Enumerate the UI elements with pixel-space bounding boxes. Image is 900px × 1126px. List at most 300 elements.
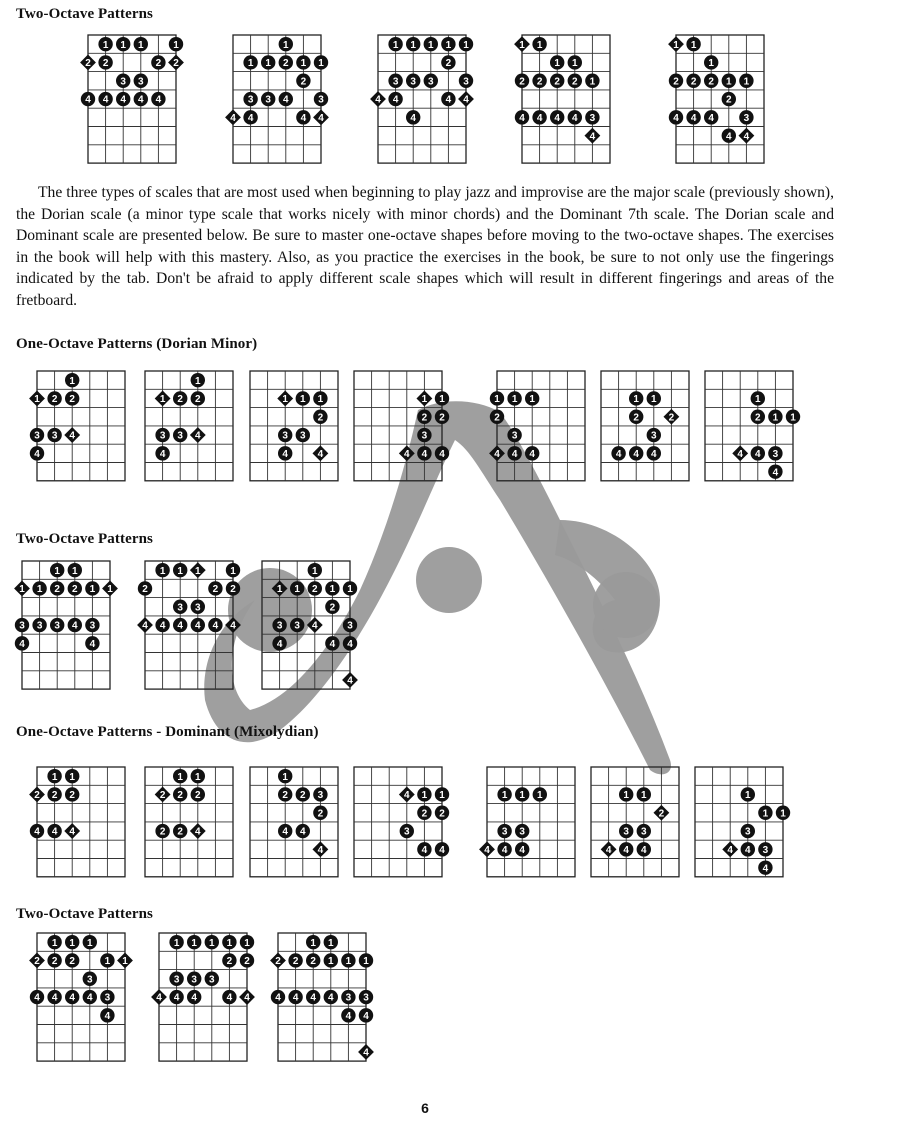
- note-marker: [704, 110, 718, 124]
- note-marker: [85, 636, 99, 650]
- note-marker: [278, 824, 292, 838]
- note-marker: [741, 824, 755, 838]
- note-marker: [343, 581, 357, 595]
- note-marker: [435, 391, 449, 405]
- finger-number: 2: [421, 412, 428, 424]
- note-marker: [739, 74, 753, 88]
- finger-number: 2: [195, 394, 201, 406]
- note-marker: [65, 373, 79, 387]
- finger-number: 3: [743, 112, 750, 124]
- fretboard-diagram: [370, 35, 474, 163]
- finger-number: 4: [177, 620, 183, 632]
- root-note-marker: [239, 989, 255, 1005]
- note-marker: [459, 37, 473, 51]
- finger-number: 4: [589, 131, 596, 143]
- finger-number: 4: [72, 620, 78, 632]
- finger-number: 4: [329, 638, 336, 650]
- note-marker: [669, 110, 683, 124]
- finger-number: 4: [519, 844, 525, 856]
- note-marker: [191, 618, 205, 632]
- root-note-marker: [168, 55, 184, 71]
- fretboard-diagram: [225, 35, 329, 163]
- finger-number: 2: [690, 76, 697, 88]
- finger-number: 1: [34, 394, 40, 406]
- finger-number: 4: [226, 992, 233, 1004]
- note-marker: [490, 410, 504, 424]
- finger-number: 1: [392, 39, 399, 51]
- finger-number: 4: [328, 992, 334, 1004]
- finger-number: 2: [244, 956, 250, 968]
- note-marker: [81, 92, 95, 106]
- note-marker: [308, 581, 322, 595]
- root-note-marker: [479, 841, 495, 857]
- finger-number: 4: [310, 992, 316, 1004]
- finger-number: 4: [282, 448, 288, 460]
- finger-number: 4: [554, 112, 560, 124]
- note-marker: [65, 787, 79, 801]
- fretboard-diagram: [591, 767, 679, 877]
- note-marker: [30, 446, 44, 460]
- note-marker: [290, 618, 304, 632]
- finger-number: 4: [195, 430, 201, 442]
- note-marker: [441, 92, 455, 106]
- note-marker: [271, 990, 285, 1004]
- finger-number: 4: [345, 1010, 352, 1022]
- note-marker: [98, 92, 112, 106]
- root-note-marker: [653, 805, 669, 821]
- fretboard-diagram: [354, 767, 449, 877]
- finger-number: 1: [191, 937, 197, 949]
- finger-number: 1: [89, 584, 96, 596]
- finger-number: 4: [615, 448, 622, 460]
- finger-number: 4: [173, 992, 180, 1004]
- note-marker: [515, 787, 529, 801]
- finger-number: 4: [511, 448, 518, 460]
- fretboard-diagram: [250, 767, 338, 877]
- finger-number: 4: [708, 112, 714, 124]
- finger-number: 3: [762, 844, 769, 856]
- fretboard-diagram: [145, 767, 233, 877]
- root-note-marker: [732, 445, 748, 461]
- note-marker: [417, 446, 431, 460]
- note-marker: [388, 92, 402, 106]
- finger-number: 3: [300, 430, 306, 442]
- finger-number: 4: [605, 844, 612, 856]
- note-marker: [116, 74, 130, 88]
- finger-number: 1: [762, 808, 769, 820]
- finger-number: 1: [195, 565, 201, 577]
- finger-number: 4: [283, 94, 289, 106]
- finger-number: 4: [276, 638, 283, 650]
- finger-number: 2: [212, 584, 219, 596]
- note-marker: [288, 990, 302, 1004]
- note-marker: [400, 824, 414, 838]
- finger-number: 1: [755, 394, 761, 406]
- finger-number: 2: [230, 584, 236, 596]
- note-marker: [629, 391, 643, 405]
- note-marker: [324, 953, 338, 967]
- note-marker: [704, 55, 718, 69]
- heading-dominant-two-octave: Two-Octave Patterns: [16, 906, 153, 922]
- root-note-marker: [601, 841, 617, 857]
- root-note-marker: [151, 989, 167, 1005]
- note-marker: [388, 37, 402, 51]
- note-marker: [243, 110, 257, 124]
- finger-number: 1: [69, 375, 75, 387]
- root-note-marker: [272, 581, 288, 597]
- fretboard-diagram: [668, 35, 764, 163]
- finger-number: 4: [494, 448, 500, 460]
- note-marker: [85, 581, 99, 595]
- finger-number: 2: [292, 956, 299, 968]
- finger-number: 2: [310, 956, 316, 968]
- note-marker: [751, 446, 765, 460]
- finger-number: 2: [69, 956, 75, 968]
- note-marker: [417, 428, 431, 442]
- fretboard-diagram: [601, 371, 689, 481]
- finger-number: 3: [177, 602, 183, 614]
- finger-number: 3: [589, 112, 596, 124]
- note-marker: [306, 990, 320, 1004]
- note-marker: [187, 972, 201, 986]
- note-marker: [68, 581, 82, 595]
- note-marker: [324, 990, 338, 1004]
- fretboard-diagram: [80, 35, 184, 163]
- note-marker: [435, 787, 449, 801]
- note-marker: [169, 972, 183, 986]
- note-marker: [296, 428, 310, 442]
- finger-number: 4: [19, 638, 25, 650]
- note-marker: [50, 581, 64, 595]
- root-note-marker: [312, 445, 328, 461]
- finger-number: 1: [537, 790, 543, 802]
- finger-number: 4: [195, 826, 201, 838]
- finger-number: 4: [89, 638, 96, 650]
- note-marker: [341, 953, 355, 967]
- finger-number: 4: [755, 448, 761, 460]
- finger-number: 1: [69, 771, 75, 783]
- note-marker: [313, 806, 327, 820]
- note-marker: [83, 990, 97, 1004]
- note-marker: [568, 55, 582, 69]
- finger-number: 4: [155, 94, 162, 106]
- root-note-marker: [190, 562, 206, 578]
- root-note-marker: [80, 55, 96, 71]
- finger-number: 1: [529, 394, 535, 406]
- finger-number: 1: [347, 584, 353, 596]
- finger-number: 2: [554, 76, 560, 88]
- finger-number: 4: [195, 620, 201, 632]
- note-marker: [151, 92, 165, 106]
- finger-number: 4: [410, 112, 416, 124]
- root-note-marker: [312, 841, 328, 857]
- finger-number: 4: [501, 844, 508, 856]
- note-marker: [611, 446, 625, 460]
- finger-number: 1: [120, 39, 126, 51]
- finger-number: 3: [519, 826, 525, 838]
- note-marker: [669, 74, 683, 88]
- finger-number: 1: [726, 76, 732, 88]
- note-marker: [134, 37, 148, 51]
- page-number: 6: [421, 1100, 429, 1116]
- note-marker: [343, 618, 357, 632]
- finger-number: 1: [501, 790, 508, 802]
- note-marker: [525, 446, 539, 460]
- note-marker: [313, 391, 327, 405]
- note-marker: [138, 581, 152, 595]
- note-marker: [100, 1008, 114, 1022]
- finger-number: 3: [247, 94, 254, 106]
- note-marker: [47, 990, 61, 1004]
- note-marker: [155, 428, 169, 442]
- note-marker: [15, 618, 29, 632]
- note-marker: [359, 953, 373, 967]
- root-note-marker: [663, 409, 679, 425]
- finger-number: 4: [247, 112, 254, 124]
- note-marker: [406, 37, 420, 51]
- root-note-marker: [137, 617, 153, 633]
- fretboard-diagram: [250, 371, 338, 481]
- note-marker: [306, 953, 320, 967]
- note-marker: [32, 581, 46, 595]
- finger-number: 4: [51, 826, 58, 838]
- note-marker: [155, 446, 169, 460]
- note-marker: [83, 972, 97, 986]
- finger-number: 4: [690, 112, 697, 124]
- finger-number: 3: [641, 826, 647, 838]
- note-marker: [435, 842, 449, 856]
- finger-number: 2: [226, 956, 233, 968]
- finger-number: 1: [300, 58, 307, 70]
- fretboard-diagram: [145, 371, 233, 481]
- note-marker: [134, 74, 148, 88]
- finger-number: 2: [283, 58, 289, 70]
- finger-number: 2: [195, 790, 201, 802]
- finger-number: 1: [511, 394, 518, 406]
- root-note-marker: [738, 128, 754, 144]
- note-marker: [686, 37, 700, 51]
- finger-number: 3: [392, 76, 399, 88]
- root-note-marker: [399, 787, 415, 803]
- finger-number: 3: [19, 620, 25, 632]
- finger-number: 4: [300, 112, 307, 124]
- finger-number: 2: [329, 602, 336, 614]
- root-note-marker: [277, 391, 293, 407]
- finger-number: 4: [529, 448, 535, 460]
- note-marker: [191, 391, 205, 405]
- finger-number: 3: [404, 826, 410, 838]
- finger-number: 1: [104, 956, 111, 968]
- finger-number: 2: [51, 956, 58, 968]
- finger-number: 4: [69, 430, 75, 442]
- finger-number: 4: [159, 620, 166, 632]
- finger-number: 3: [191, 974, 197, 986]
- finger-number: 1: [589, 76, 596, 88]
- finger-number: 1: [651, 394, 657, 406]
- note-marker: [47, 428, 61, 442]
- root-note-marker: [342, 672, 358, 688]
- note-marker: [47, 824, 61, 838]
- note-marker: [208, 581, 222, 595]
- finger-number: 3: [282, 430, 288, 442]
- note-marker: [314, 55, 328, 69]
- note-marker: [359, 1008, 373, 1022]
- finger-number: 1: [51, 937, 58, 949]
- finger-number: 2: [72, 584, 78, 596]
- note-marker: [191, 769, 205, 783]
- finger-number: 1: [494, 394, 500, 406]
- finger-number: 4: [212, 620, 219, 632]
- note-marker: [83, 935, 97, 949]
- finger-number: 3: [363, 992, 369, 1004]
- note-marker: [155, 824, 169, 838]
- finger-number: 3: [54, 620, 60, 632]
- note-marker: [515, 110, 529, 124]
- finger-number: 1: [328, 956, 334, 968]
- finger-number: 1: [122, 956, 128, 968]
- finger-number: 2: [51, 394, 58, 406]
- finger-number: 1: [708, 58, 714, 70]
- finger-number: 3: [772, 448, 779, 460]
- fretboard-diagram: [479, 767, 575, 877]
- root-note-marker: [307, 617, 323, 633]
- note-marker: [313, 410, 327, 424]
- note-marker: [173, 618, 187, 632]
- root-note-marker: [225, 617, 241, 633]
- note-marker: [278, 428, 292, 442]
- finger-number: 1: [244, 937, 250, 949]
- finger-number: 2: [755, 412, 761, 424]
- note-marker: [296, 391, 310, 405]
- finger-number: 3: [623, 826, 629, 838]
- note-marker: [296, 74, 310, 88]
- finger-number: 1: [439, 394, 445, 406]
- root-note-marker: [489, 445, 505, 461]
- note-marker: [550, 110, 564, 124]
- finger-number: 1: [463, 39, 469, 51]
- finger-number: 4: [439, 448, 445, 460]
- note-marker: [278, 446, 292, 460]
- note-marker: [758, 860, 772, 874]
- finger-number: 3: [89, 620, 96, 632]
- finger-number: 1: [318, 58, 324, 70]
- finger-number: 4: [651, 448, 657, 460]
- finger-number: 1: [138, 39, 144, 51]
- note-marker: [243, 92, 257, 106]
- note-marker: [739, 110, 753, 124]
- finger-number: 2: [300, 790, 306, 802]
- note-marker: [65, 391, 79, 405]
- note-marker: [722, 74, 736, 88]
- finger-number: 4: [762, 863, 769, 875]
- finger-number: 4: [404, 448, 410, 460]
- note-marker: [751, 391, 765, 405]
- finger-number: 1: [745, 790, 751, 802]
- finger-number: 1: [226, 937, 233, 949]
- finger-number: 1: [363, 956, 369, 968]
- note-marker: [343, 636, 357, 650]
- finger-number: 2: [34, 790, 40, 802]
- finger-number: 4: [102, 94, 109, 106]
- fretboard-frame: [676, 35, 764, 163]
- finger-number: 4: [159, 448, 166, 460]
- finger-number: 1: [276, 584, 283, 596]
- note-marker: [208, 618, 222, 632]
- note-marker: [532, 74, 546, 88]
- note-marker: [525, 391, 539, 405]
- note-marker: [313, 787, 327, 801]
- finger-number: 1: [519, 790, 525, 802]
- finger-number: 2: [69, 790, 75, 802]
- finger-number: 1: [439, 790, 445, 802]
- finger-number: 2: [177, 826, 183, 838]
- note-marker: [550, 74, 564, 88]
- finger-number: 1: [195, 375, 201, 387]
- note-marker: [187, 990, 201, 1004]
- finger-number: 1: [673, 39, 679, 51]
- finger-number: 4: [244, 992, 250, 1004]
- fretboard-diagram: [262, 561, 358, 689]
- note-marker: [173, 824, 187, 838]
- finger-number: 2: [317, 808, 324, 820]
- finger-number: 1: [572, 58, 578, 70]
- finger-number: 4: [727, 844, 733, 856]
- finger-number: 1: [345, 956, 352, 968]
- note-marker: [296, 110, 310, 124]
- root-note-marker: [155, 391, 171, 407]
- finger-number: 4: [623, 844, 629, 856]
- finger-number: 4: [641, 844, 647, 856]
- note-marker: [441, 55, 455, 69]
- finger-number: 4: [347, 675, 353, 687]
- finger-number: 2: [275, 956, 281, 968]
- fretboard-diagram: [29, 767, 125, 877]
- finger-number: 2: [177, 790, 183, 802]
- finger-number: 1: [282, 771, 288, 783]
- heading-major-two-octave: Two-Octave Patterns: [16, 6, 153, 22]
- note-marker: [768, 410, 782, 424]
- fretboard-diagram: [137, 561, 241, 689]
- finger-number: 2: [159, 826, 166, 838]
- finger-number: 1: [641, 790, 647, 802]
- finger-number: 1: [536, 39, 543, 51]
- note-marker: [417, 842, 431, 856]
- finger-number: 1: [51, 771, 58, 783]
- finger-number: 4: [317, 844, 324, 856]
- finger-number: 1: [312, 565, 318, 577]
- finger-number: 3: [36, 620, 43, 632]
- note-marker: [272, 636, 286, 650]
- finger-number: 2: [177, 394, 183, 406]
- note-marker: [30, 428, 44, 442]
- finger-number: 4: [275, 992, 281, 1004]
- finger-number: 4: [292, 992, 299, 1004]
- finger-number: 4: [421, 448, 428, 460]
- note-marker: [173, 787, 187, 801]
- finger-number: 2: [159, 790, 166, 802]
- finger-number: 2: [142, 584, 148, 596]
- note-marker: [100, 990, 114, 1004]
- note-marker: [758, 806, 772, 820]
- finger-number: 3: [120, 76, 126, 88]
- fretboard-diagram: [29, 371, 125, 481]
- finger-number: 2: [69, 394, 75, 406]
- note-marker: [191, 787, 205, 801]
- root-note-marker: [190, 427, 206, 443]
- finger-number: 3: [294, 620, 300, 632]
- note-marker: [441, 37, 455, 51]
- finger-number: 1: [283, 39, 289, 51]
